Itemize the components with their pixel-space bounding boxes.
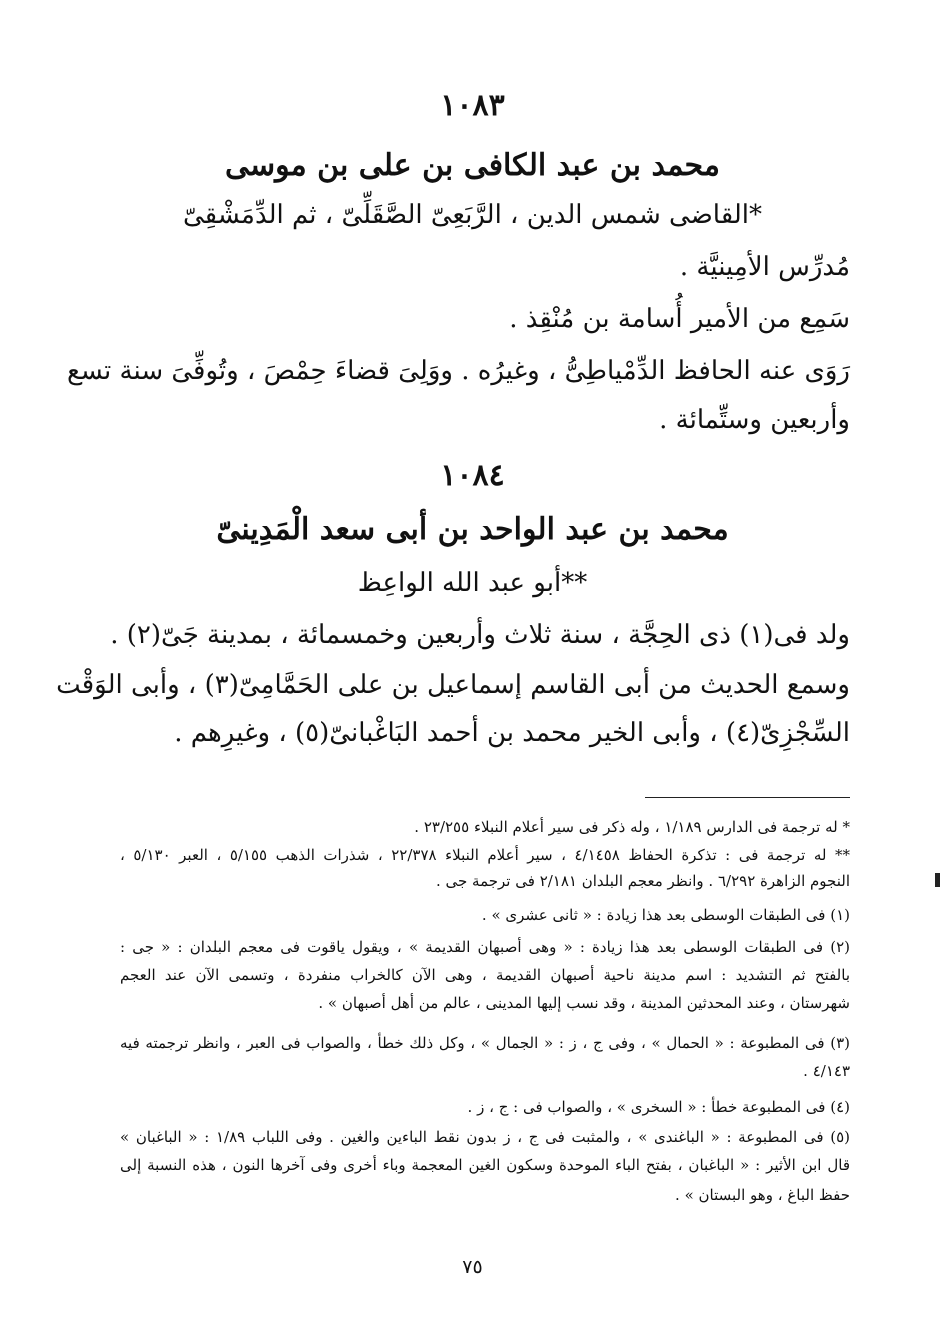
entry-1083-line-1: مُدرِّس الأمِينيَّة .: [679, 252, 850, 282]
footnote-rule: [645, 797, 850, 798]
footnote-2-line-3: شهرستان ، وعند المحدثين المدينة ، وقد نسب إليها المدينى ، عالم من أهل أصبهان » .: [318, 994, 850, 1012]
entry-title-1084: أبو عبد الله الواعِظ**: [357, 568, 588, 598]
footnote-star-2-line-2: النجوم الزاهرة ٦/٢٩٢ . وانظر معجم البلدان ٢/١٨١ فى ترجمة جى .: [435, 872, 850, 890]
entry-name-1083: محمد بن عبد الكافى بن على بن موسى: [225, 148, 720, 183]
page-number: ٧٥: [462, 1256, 483, 1278]
footnote-star-1: * له ترجمة فى الدارس ١/١٨٩ ، وله ذكر فى سير أعلام النبلاء ٢٣/٢٥٥ .: [414, 818, 850, 836]
footnote-star-2-line-1: ** له ترجمة فى : تذكرة الحفاظ ٤/١٤٥٨ ، سير أعلام النبلاء ٢٢/٣٧٨ ، شذرات الذهب ٥/١٥٥ ، العبر ٥/١٣٠ ،: [120, 846, 850, 864]
footnote-5-line-1: (٥) فى المطبوعة : « الباغندى » ، والمثبت فى ج ، ز بدون نقط الباءين والغين . وفى اللباب ١/٨٩ : « الباغبان »: [120, 1128, 851, 1146]
footnote-2-line-1: (٢) فى الطبقات الوسطى بعد هذا زيادة : « وهى أصبهان القديمة » ، ويقول ياقوت فى معجم البلدان : « جى :: [120, 938, 850, 956]
entry-1084-line-1: ولد فى(١) ذى الحِجَّة ، سنة ثلاث وأربعين وخمسمائة ، بمدينة جَىّ(٢) .: [110, 620, 850, 650]
footnote-5-line-3: حفظ الباغ ، وهو البستان » .: [675, 1186, 850, 1204]
footnote-3-line-1: (٣) فى المطبوعة : « الحمال » ، وفى ج ، ز : « الجمال » ، وكل ذلك خطأ ، والصواب فى العبر ، وانظر ترجمته فيه: [120, 1034, 850, 1052]
entry-title-1083: القاضى شمس الدين ، الرَّبَعِىّ الصَّقَلِّىّ ، ثم الدِّمَشْقِىّ*: [183, 200, 762, 230]
entry-1083-line-4: وأربعين وستِّمائة .: [659, 405, 850, 435]
entry-number-1083: ١٠٨٣: [440, 88, 505, 123]
footnote-1: (١) فى الطبقات الوسطى بعد هذا زيادة : « ثانى عشرى » .: [481, 906, 850, 924]
entry-1083-line-3: رَوَى عنه الحافظ الدِّمْياطِىُّ ، وغيرُه . ووَلِىَ قضاءَ حِمْصَ ، وتُوفِّىَ سنة تسع: [67, 356, 850, 386]
footnote-2-line-2: بالفتح ثم التشديد : اسم مدينة ناحية أصبهان القديمة ، وهى الآن كالخراب منفردة ، وتسمى الآن عند العجم: [120, 966, 850, 984]
footnote-5-line-2: قال ابن الأثير : « الباغبان ، بفتح الباء الموحدة وسكون الغين المعجمة وباء أخرى وفى آخرها النون ، هذه النسبة إلى: [120, 1156, 850, 1174]
entry-1083-line-2: سَمِع من الأمير أُسامة بن مُنْقِذ .: [509, 304, 850, 334]
footnote-3-line-2: ٤/١٤٣ .: [803, 1062, 850, 1080]
scan-mark: [935, 873, 940, 887]
entry-number-1084: ١٠٨٤: [440, 458, 505, 493]
entry-name-1084: محمد بن عبد الواحد بن أبى سعد الْمَدِينىّ: [216, 512, 729, 547]
entry-1084-line-3: السِّجْزِىّ(٤) ، وأبى الخير محمد بن أحمد البَاغْبانىّ(٥) ، وغيرِهم .: [174, 718, 850, 748]
footnote-4: (٤) فى المطبوعة خطأ : « السخرى » ، والصواب فى : ج ، ز .: [467, 1098, 850, 1116]
entry-1084-line-2: وسمع الحديث من أبى القاسم إسماعيل بن على الحَمَّامِىّ(٣) ، وأبى الوَقْت: [56, 670, 850, 700]
